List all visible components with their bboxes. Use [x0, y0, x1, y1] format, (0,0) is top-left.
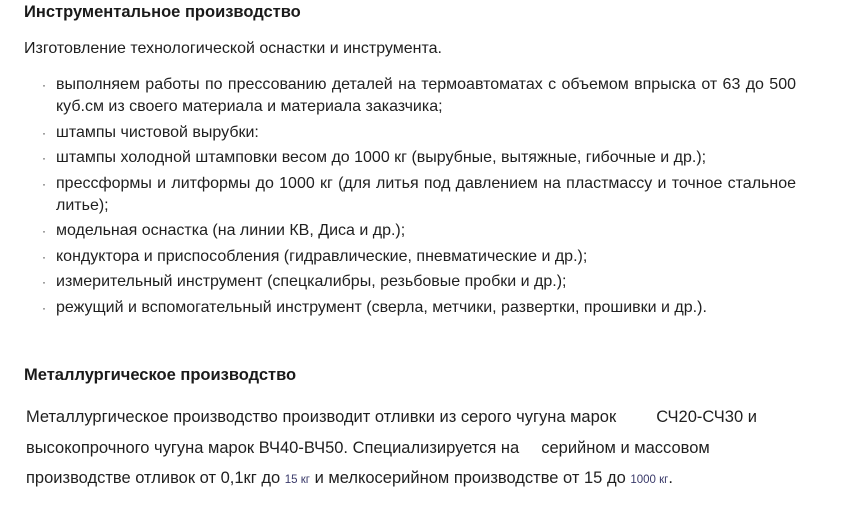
list-item-text: модельная оснастка (на линии КВ, Диса и др.); — [56, 222, 406, 239]
list-item — [42, 220, 796, 242]
list-item — [42, 147, 796, 169]
bullet-icon: · — [42, 275, 46, 289]
bullet-icon: · — [42, 176, 46, 191]
list-item — [42, 122, 796, 144]
list-item — [42, 297, 796, 319]
list-item-text: прессформы и литформы до 1000 кг (для литья под давлением на пластмассу и точное стальное литье); — [56, 174, 796, 214]
list-item-text: кондуктора и приспособления (гидравлические, пневматические и др.); — [56, 247, 588, 265]
weight-value-small: 1000 кг — [630, 474, 669, 486]
section-intro: Изготовление технологической оснастки и инструмента. — [24, 40, 442, 57]
bullet-icon: · — [42, 125, 46, 140]
list-item-text: измерительный инструмент (спецкалибры, резьбовые пробки и др.); — [56, 273, 567, 290]
paragraph-text: СЧ20-СЧ30 и высокопрочного чугуна марок ВЧ40-ВЧ50. Специализируется на — [26, 408, 757, 457]
paragraph-text: и мелкосерийном производстве от 15 до — [314, 469, 626, 487]
paragraph-text: . — [668, 469, 673, 487]
list-item-text: штампы холодной штамповки весом до 1000 кг (вырубные, вытяжные, гибочные и др.); — [56, 149, 707, 166]
list-item — [42, 271, 796, 293]
weight-value-small: 15 кг — [284, 474, 310, 486]
section-heading-instrumental: Инструментальное производство — [24, 3, 301, 21]
services-list — [42, 74, 796, 322]
section-heading-metallurgical: Металлургическое производство — [24, 366, 297, 384]
paragraph-text: Металлургическое производство производит отливки из серого чугуна марок — [26, 408, 617, 426]
bullet-icon: · — [42, 151, 46, 165]
list-item — [42, 173, 796, 217]
bullet-icon: · — [42, 78, 46, 92]
list-item-text: штампы чистовой вырубки: — [56, 123, 259, 141]
list-item-text: выполняем работы по прессованию деталей на термоавтоматах с объемом впрыска от 63 до 500 куб.см из своего материала и материала заказчика; — [56, 76, 796, 115]
metallurgy-paragraph — [26, 402, 786, 496]
list-item — [42, 74, 796, 118]
paragraph-text: серийном и массовом производстве отливок от 0,1кг до — [26, 438, 710, 487]
list-item — [42, 246, 796, 268]
bullet-icon: · — [42, 300, 46, 315]
bullet-icon: · — [42, 249, 46, 264]
list-item-text: режущий и вспомогательный инструмент (сверла, метчики, развертки, прошивки и др.). — [56, 298, 707, 316]
bullet-icon: · — [42, 224, 46, 238]
